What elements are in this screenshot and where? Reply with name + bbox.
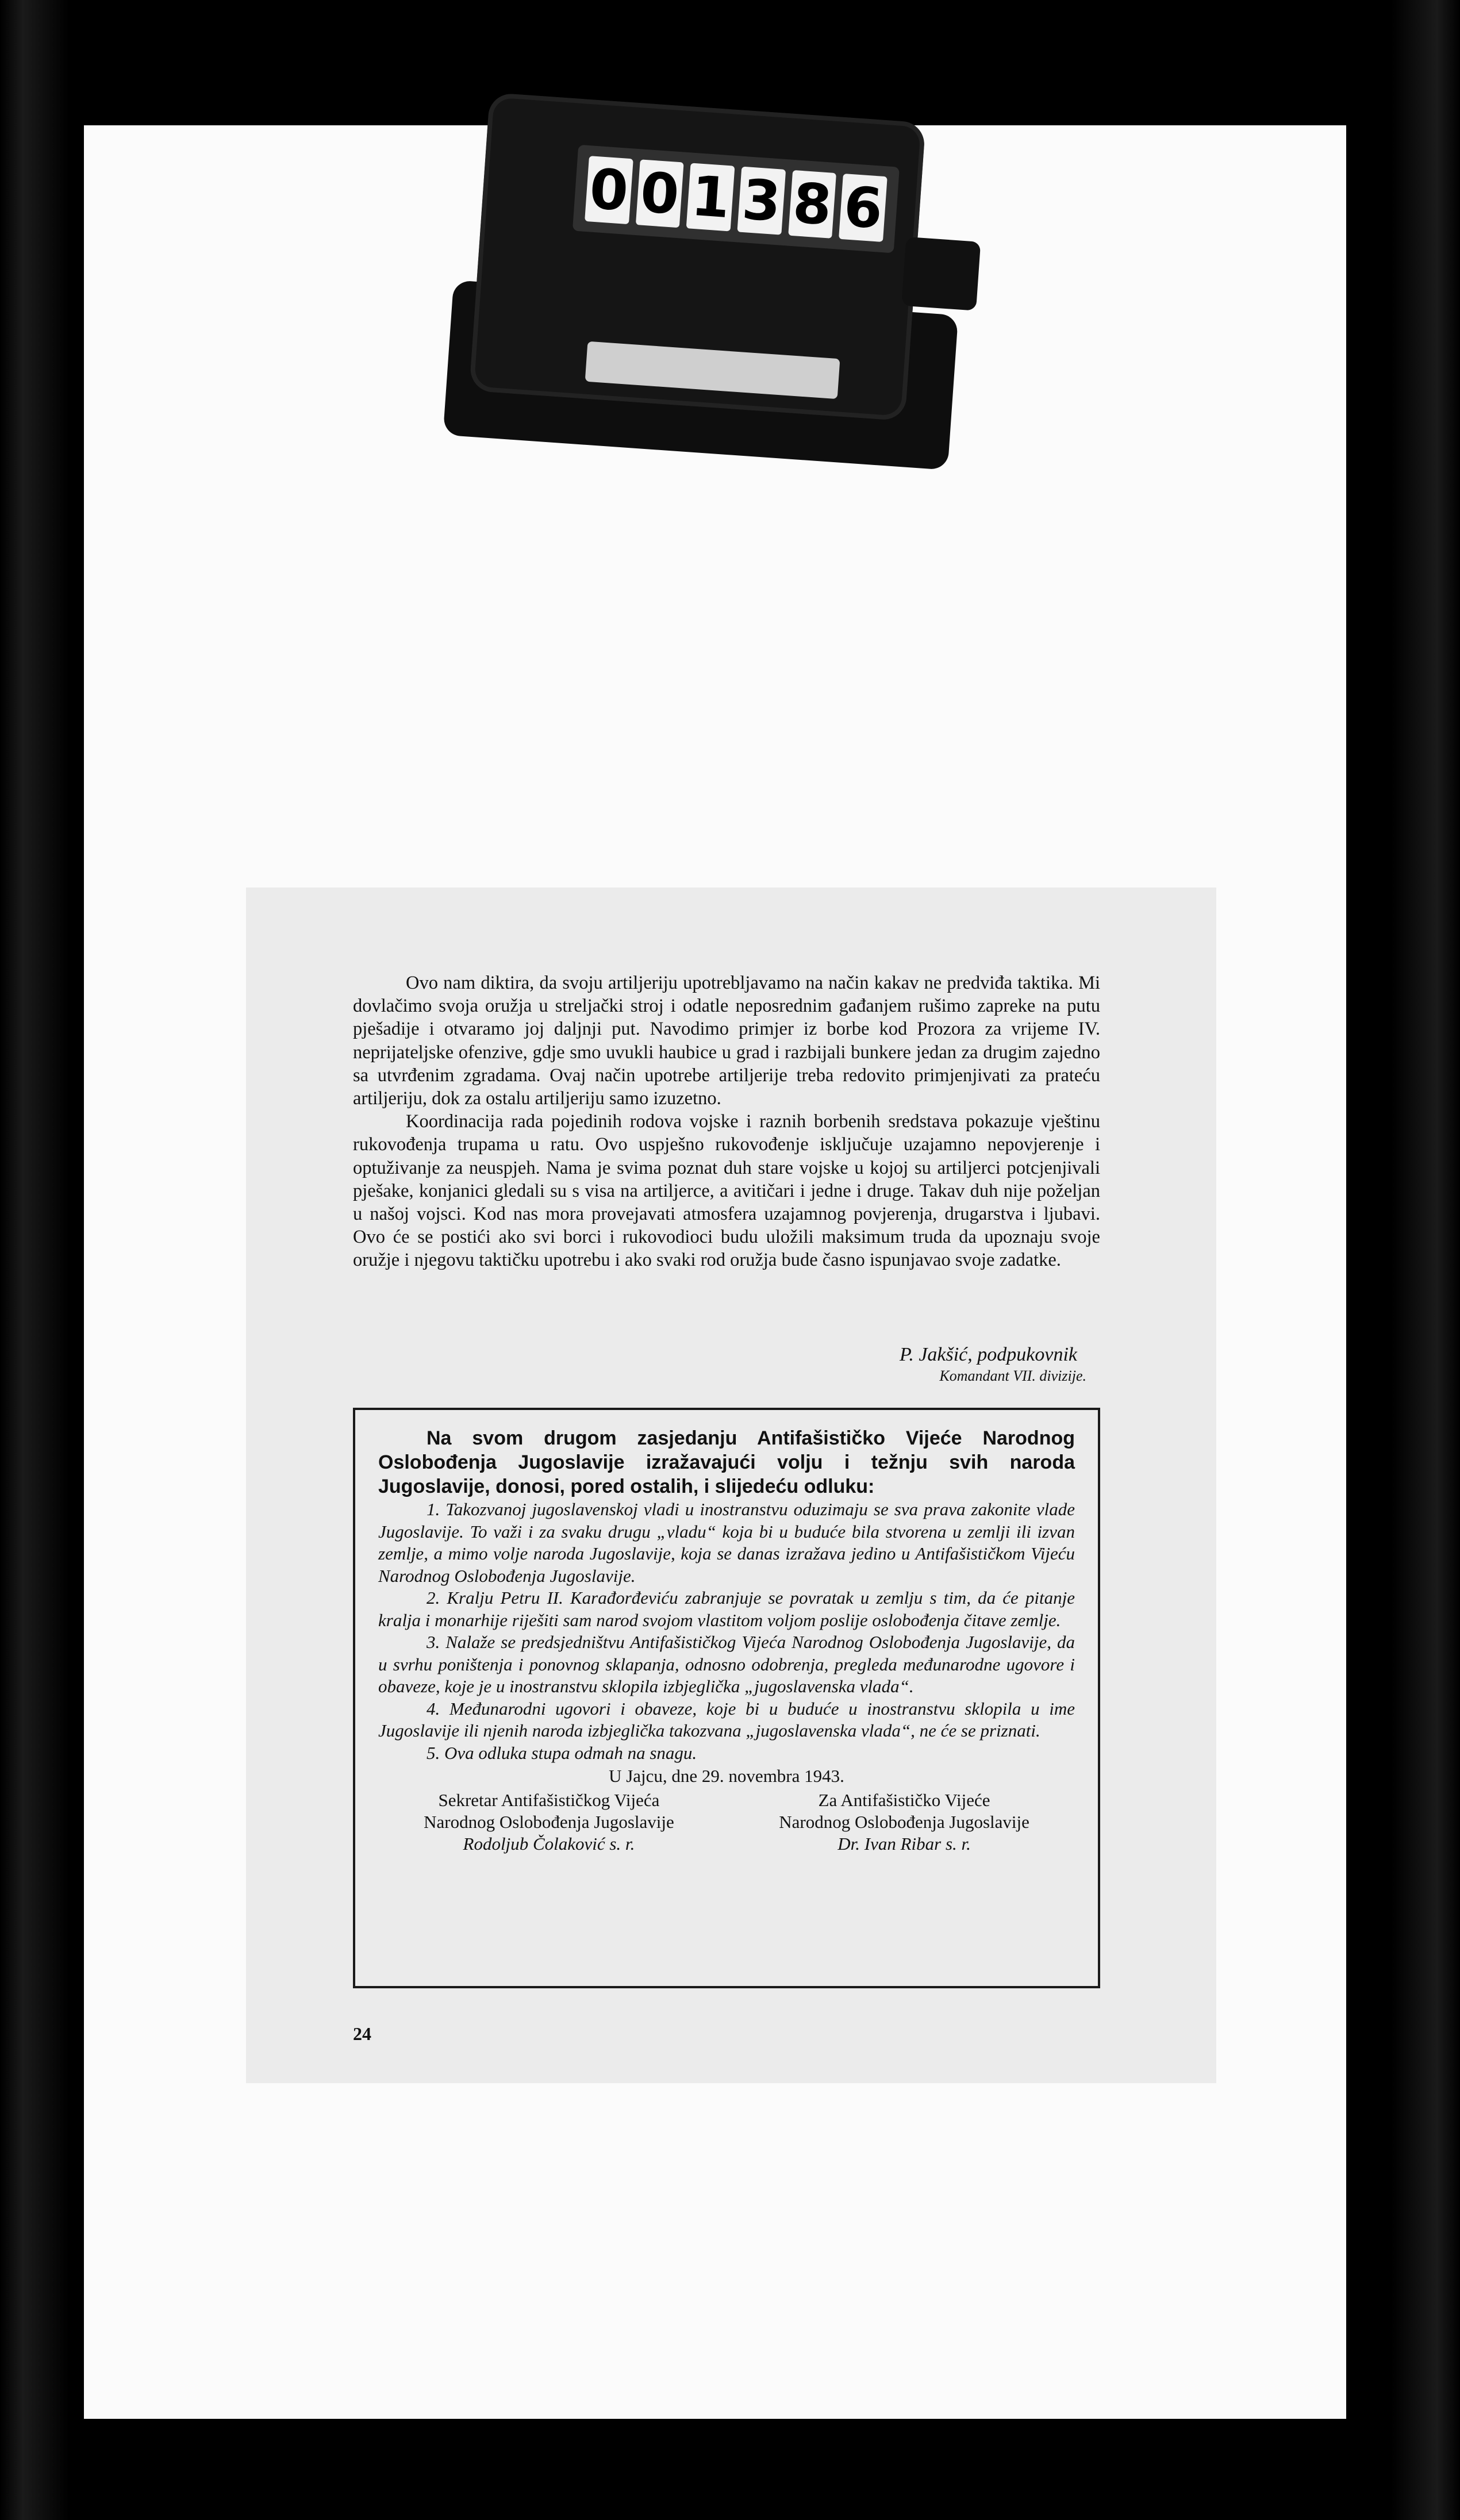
- article-body: [353, 971, 1100, 1272]
- counter-digit: 8: [788, 170, 836, 239]
- author-signature: [353, 1343, 1100, 1385]
- signatory-title: Narodnog Oslobođenja Jugoslavije: [424, 1812, 674, 1832]
- counter-digit: 1: [686, 163, 735, 231]
- decision-item: 3. Nalaže se predsjedništvu Antifašističkog Vijeća Narodnog Oslobođenja Jugoslavije, da u svrhu poništenja i ponovnog sklapanja, odnosno odobrenja, pregleda međunarodne ugovore i obaveze, koje je u inostranstvu sklopila izbjeglička „jugoslavenska vlada“.: [378, 1632, 1075, 1696]
- signature-name: P. Jakšić, podpukovnik: [899, 1344, 1077, 1365]
- signatory-left: [378, 1789, 720, 1855]
- article-paragraph: Koordinacija rada pojedinih rodova vojske i raznih borbenih sredstava pokazuje vještinu rukovođenja trupama u ratu. Ovo uspješno rukovođenje isključuje uzajamno nepovjerenje i optuživanje za neuspjeh. Nama je svima poznat duh stare vojske u kojoj su artiljerci potcjenjivali pješake, konjanici gledali su s visa na artiljerce, a avitičari i jedne i druge. Takav duh nije poželjan u našoj vojsci. Kod nas mora provejavati atmosfera uzajamnog povjerenja, drugarstva i ljubavi. Ovo će se postići ako svi borci i rukovodioci budu uložili maksimum truda da upoznaju svoje oružje i njegovu taktičku upotrebu i ako svaki rod oružja bude časno ispunjavao svoje zadatke.: [353, 1111, 1100, 1271]
- frame-counter-device: [443, 91, 1006, 478]
- counter-digit: 3: [737, 167, 785, 235]
- place-date: U Jajcu, dne 29. novembra 1943.: [609, 1766, 844, 1786]
- decision-content: [378, 1426, 1075, 1855]
- signatory-title: Za Antifašističko Vijeće: [818, 1790, 990, 1810]
- decision-box: [353, 1408, 1100, 1988]
- counter-digit: 0: [585, 156, 633, 224]
- page-number: 24: [353, 2023, 371, 2044]
- signatory-name: Dr. Ivan Ribar s. r.: [837, 1834, 971, 1854]
- decision-item: 4. Međunarodni ugovori i obaveze, koje bi u buduće u inostranstvu sklopila u ime Jugoslavije ili njenih naroda izbjeglička takozvana „jugoslavenska vlada“, ne će se priznati.: [378, 1698, 1075, 1741]
- decision-item: 5. Ova odluka stupa odmah na snagu.: [427, 1742, 697, 1763]
- counter-digit: 6: [839, 174, 887, 242]
- signatory-name: Rodoljub Čolaković s. r.: [463, 1834, 635, 1854]
- signatory-right: [733, 1789, 1075, 1855]
- signatory-title: Narodnog Oslobođenja Jugoslavije: [779, 1812, 1029, 1832]
- signature-role: Komandant VII. divizije.: [939, 1367, 1086, 1384]
- counter-digit: 0: [636, 159, 684, 228]
- document-page: [246, 888, 1216, 2083]
- decision-item: 1. Takozvanoj jugoslavenskoj vladi u inostranstvu oduzimaju se sva prava zakonite vlade Jugoslavije. To važi i za svaku drugu „vladu“ koja bi u buduće bila stvorena u zemlji ili izvan zemlje, a mimo volje naroda Jugoslavije, koja se danas izražava jedino u Antifašističkom Vijeću Narodnog Oslobođenja Jugoslavije.: [378, 1499, 1075, 1586]
- decision-item: 2. Kralju Petru II. Karađorđeviću zabranjuje se povratak u zemlju s tim, da će pitanje kralja i monarhije riješiti sam narod svojom vlastitom voljom poslije oslobođenja čitave zemlje.: [378, 1588, 1075, 1630]
- decision-intro: Na svom drugom zasjedanju Antifašističko Vijeće Narodnog Oslobođenja Jugoslavije izražavajući volju i težnju svih naroda Jugoslavije, donosi, pored ostalih, i slijedeću odluku:: [378, 1427, 1075, 1497]
- counter-knob: [901, 237, 981, 311]
- signatory-title: Sekretar Antifašističkog Vijeća: [438, 1790, 660, 1810]
- signatories: [378, 1789, 1075, 1855]
- article-paragraph: Ovo nam diktira, da svoju artiljeriju upotrebljavamo na način kakav ne predviđa taktika. Mi dovlačimo svoja oružja u streljački stroj i odatle neposrednim gađanjem rušimo zapreke na putu pješadije i otvaramo joj daljnji put. Navodimo primjer iz borbe kod Prozora za vrijeme IV. neprijateljske ofenzive, gdje smo uvukli haubice u grad i razbijali bunkere jedan za drugim zajedno sa utvrđenim zgradama. Ovaj način upotrebe artiljerije treba redovito primjenjivati za prateću artiljeriju, dok za ostalu artiljeriju samo izuzetno.: [353, 973, 1100, 1109]
